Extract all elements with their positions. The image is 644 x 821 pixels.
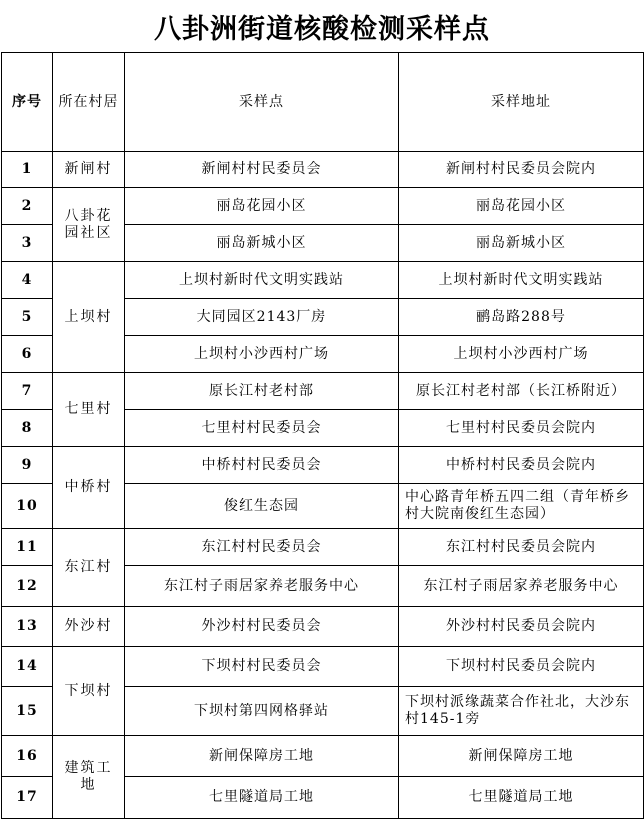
site-cell: 俊红生态园	[125, 484, 399, 529]
address-cell: 丽岛新城小区	[399, 225, 644, 262]
seq-cell: 16	[2, 736, 53, 777]
seq-cell: 17	[2, 777, 53, 819]
seq-cell: 12	[2, 566, 53, 607]
document-title: 八卦洲街道核酸检测采样点	[154, 13, 490, 45]
seq-cell: 1	[2, 152, 53, 188]
header-site: 采样点	[125, 53, 399, 152]
address-cell: 下坝村村民委员会院内	[399, 647, 644, 687]
table-row	[2, 447, 644, 484]
seq-cell: 8	[2, 410, 53, 447]
table-row	[2, 529, 644, 566]
village-cell: 新闸村	[53, 152, 125, 188]
address-cell: 下坝村派缘蔬菜合作社北，大沙东村145-1旁	[399, 687, 644, 736]
seq-cell: 5	[2, 299, 53, 336]
address-cell: 七里隧道局工地	[399, 777, 644, 819]
table-row	[2, 373, 644, 410]
address-cell: 丽岛花园小区	[399, 188, 644, 225]
seq-cell: 2	[2, 188, 53, 225]
site-cell: 丽岛新城小区	[125, 225, 399, 262]
table-row	[2, 607, 644, 647]
site-cell: 东江村子雨居家养老服务中心	[125, 566, 399, 607]
site-cell: 东江村村民委员会	[125, 529, 399, 566]
address-cell: 东江村村民委员会院内	[399, 529, 644, 566]
village-cell: 上坝村	[53, 262, 125, 373]
site-cell: 原长江村老村部	[125, 373, 399, 410]
address-cell: 原长江村老村部（长江桥附近）	[399, 373, 644, 410]
site-cell: 下坝村村民委员会	[125, 647, 399, 687]
address-cell: 上坝村新时代文明实践站	[399, 262, 644, 299]
seq-cell: 11	[2, 529, 53, 566]
table-header-row	[2, 53, 644, 152]
village-cell: 八卦花园社区	[53, 188, 125, 262]
address-cell: 新闸保障房工地	[399, 736, 644, 777]
site-cell: 七里村村民委员会	[125, 410, 399, 447]
seq-cell: 15	[2, 687, 53, 736]
site-cell: 中桥村村民委员会	[125, 447, 399, 484]
address-cell: 中桥村村民委员会院内	[399, 447, 644, 484]
seq-cell: 4	[2, 262, 53, 299]
address-cell: 外沙村村民委员会院内	[399, 607, 644, 647]
header-village: 所在村居	[53, 53, 125, 152]
site-cell: 大同园区2143厂房	[125, 299, 399, 336]
address-cell: 中心路青年桥五四二组（青年桥乡村大院南俊红生态园）	[399, 484, 644, 529]
site-cell: 上坝村新时代文明实践站	[125, 262, 399, 299]
seq-cell: 13	[2, 607, 53, 647]
site-cell: 外沙村村民委员会	[125, 607, 399, 647]
village-cell: 中桥村	[53, 447, 125, 529]
address-cell: 鹂岛路288号	[399, 299, 644, 336]
site-cell: 新闸村村民委员会	[125, 152, 399, 188]
address-cell: 七里村村民委员会院内	[399, 410, 644, 447]
village-cell: 建筑工地	[53, 736, 125, 819]
table-row	[2, 647, 644, 687]
header-seq: 序号	[2, 53, 53, 152]
site-cell: 丽岛花园小区	[125, 188, 399, 225]
sampling-sites-table	[1, 52, 644, 819]
site-cell: 下坝村第四网格驿站	[125, 687, 399, 736]
address-cell: 上坝村小沙西村广场	[399, 336, 644, 373]
table-row	[2, 152, 644, 188]
site-cell: 上坝村小沙西村广场	[125, 336, 399, 373]
seq-cell: 9	[2, 447, 53, 484]
seq-cell: 3	[2, 225, 53, 262]
address-cell: 新闸村村民委员会院内	[399, 152, 644, 188]
village-cell: 外沙村	[53, 607, 125, 647]
seq-cell: 7	[2, 373, 53, 410]
header-address: 采样地址	[399, 53, 644, 152]
site-cell: 七里隧道局工地	[125, 777, 399, 819]
village-cell: 下坝村	[53, 647, 125, 736]
village-cell: 七里村	[53, 373, 125, 447]
site-cell: 新闸保障房工地	[125, 736, 399, 777]
village-cell: 东江村	[53, 529, 125, 607]
seq-cell: 6	[2, 336, 53, 373]
table-row	[2, 188, 644, 225]
address-cell: 东江村子雨居家养老服务中心	[399, 566, 644, 607]
seq-cell: 10	[2, 484, 53, 529]
table-row	[2, 262, 644, 299]
seq-cell: 14	[2, 647, 53, 687]
table-row	[2, 736, 644, 777]
